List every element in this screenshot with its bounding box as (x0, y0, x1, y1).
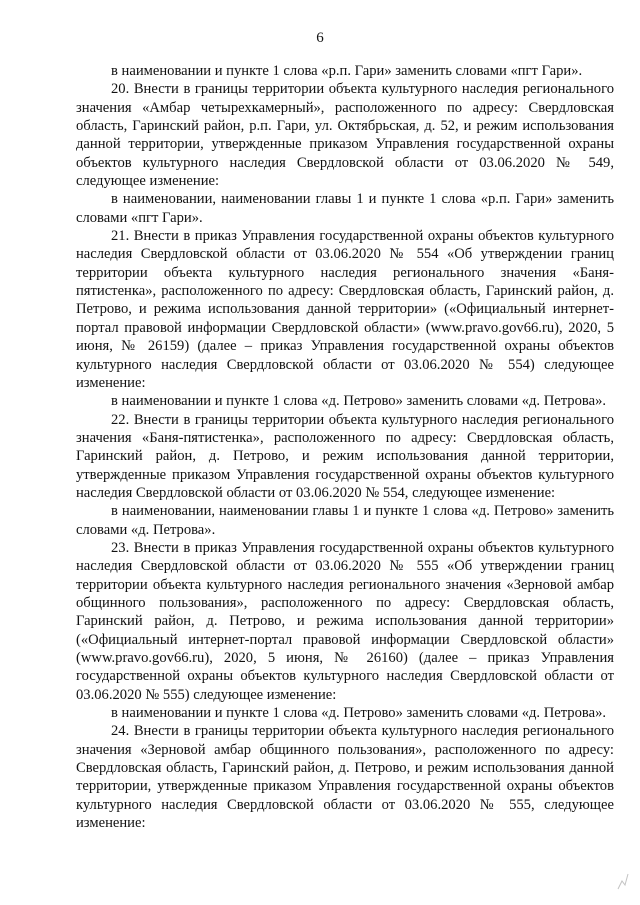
scan-mark-icon (616, 871, 630, 891)
paragraph-item-21: 21. Внести в приказ Управления государственной охраны объектов культурного наследия Свердловской области от 03.06.2020 № 554 «Об утверждении границ территории объекта культурного наследия регионального значения «Баня-пятистенка», расположенного по адресу: Свердловская область, Гаринский район, д. Петрово, и режима использования данной территории» («Официальный интернет-портал правовой информации Свердловской области» (www.pravo.gov66.ru), 2020, 5 июня, № 26159) (далее – приказ Управления государственной охраны объектов культурного наследия Свердловской области от 03.06.2020 № 554) следующее изменение: (76, 228, 614, 391)
paragraph-item-22: 22. Внести в границы территории объекта культурного наследия регионального значения «Баня-пятистенка», расположенного по адресу: Свердловская область, Гаринский район, д. Петрово, и режим использования данной территории, утвержденные приказом Управления государственной охраны объектов культурного наследия Свердловской области от 03.06.2020 № 554, следующее изменение: (76, 411, 614, 501)
paragraph-item-22-change: в наименовании, наименовании главы 1 и пункте 1 слова «д. Петрово» заменить словами «д. Петрова». (76, 503, 614, 538)
page-number: 6 (316, 30, 324, 46)
paragraph-item-23: 23. Внести в приказ Управления государственной охраны объектов культурного наследия Свердловской области от 03.06.2020 № 555 «Об утверждении границ территории объекта культурного наследия регионального значения «Зерновой амбар общинного пользования», расположенного по адресу: Свердловская область, Гаринский район, д. Петрово, и режима использования данной территории» («Официальный интернет-портал правовой информации Свердловской области» (www.pravo.gov66.ru), 2020, 5 июня, № 26160) (далее – приказ Управления государственной охраны объектов культурного наследия Свердловской области от 03.06.2020 № 555) следующее изменение: (76, 539, 614, 703)
paragraph-item-21-change: в наименовании и пункте 1 слова «д. Петрово» заменить словами «д. Петрова». (111, 393, 607, 410)
paragraph-item-20: 20. Внести в границы территории объекта культурного наследия регионального значения «Амбар четырехкамерный», расположенного по адресу: Свердловская область, Гаринский район, р.п. Гари, ул. Октябрьская, д. 52, и режим использования данной территории, утвержденные приказом Управления государственной охраны объектов культурного наследия Свердловской области от 03.06.2020 № 549, следующее изменение: (76, 81, 614, 190)
document-body (76, 62, 614, 832)
paragraph-item-20-change: в наименовании, наименовании главы 1 и пункте 1 слова «р.п. Гари» заменить словами «пгт Гари». (76, 191, 614, 226)
paragraph-amendment-19-change: в наименовании и пункте 1 слова «р.п. Гари» заменить словами «пгт Гари». (111, 63, 583, 79)
paragraph-item-24: 24. Внести в границы территории объекта культурного наследия регионального значения «Зерновой амбар общинного пользования», расположенного по адресу: Свердловская область, Гаринский район, д. Петрово, и режим использования данной территории, утвержденные приказом Управления государственной охраны объектов культурного наследия Свердловской области от 03.06.2020 № 555, следующее изменение: (76, 723, 614, 832)
paragraph-item-23-change: в наименовании и пункте 1 слова «д. Петрово» заменить словами «д. Петрова». (111, 705, 607, 722)
